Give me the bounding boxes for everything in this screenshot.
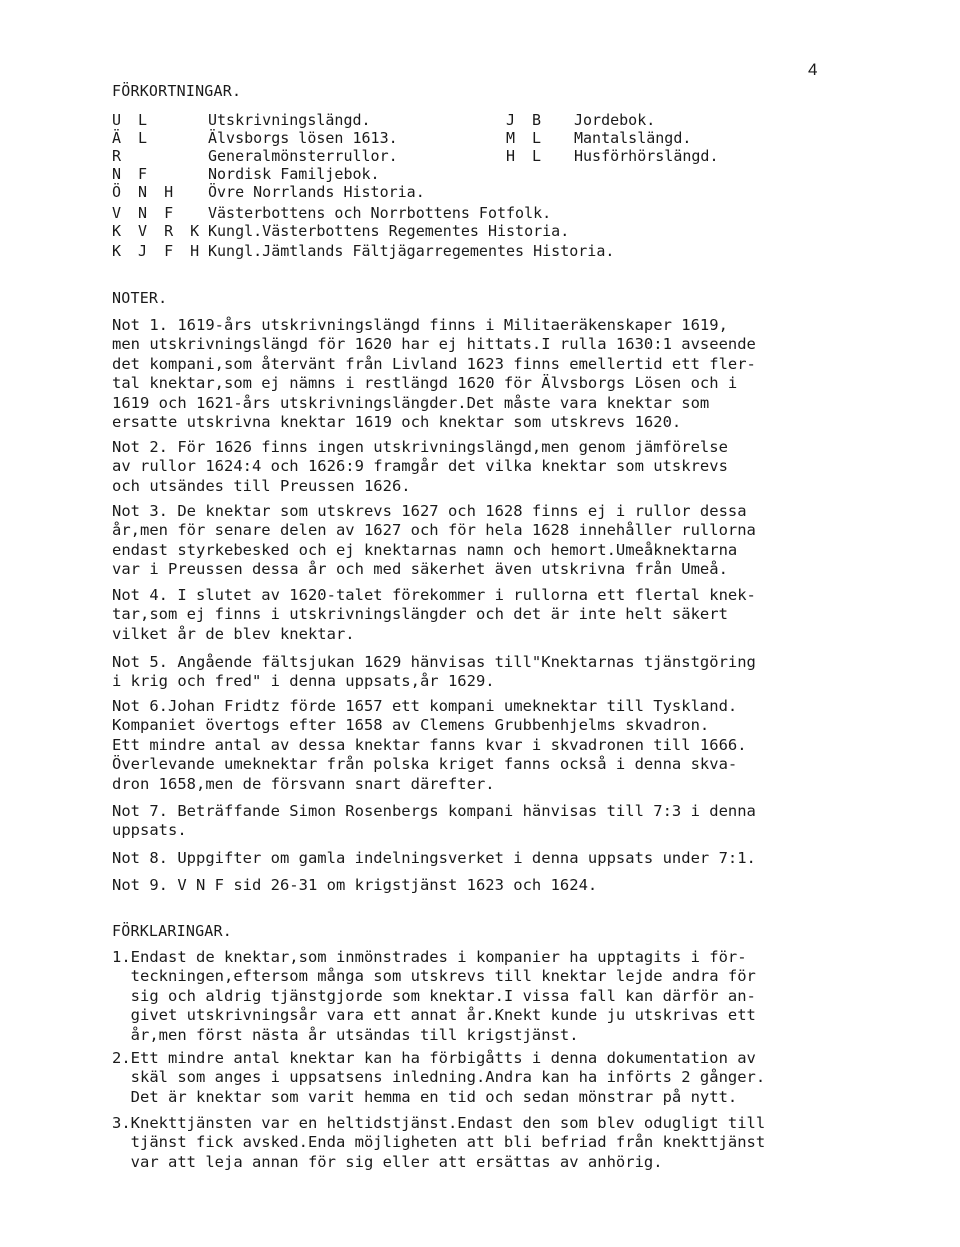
- note-4: Not 4. I slutet av 1620-talet förekommer i rullorna ett flertal knek- tar,som ej finns i utskrivningslängder och det är inte helt säkert vilket år de blev knektar.: [112, 586, 756, 643]
- abbreviation-description: Husförhörslängd.: [574, 147, 719, 165]
- note-2: Not 2. För 1626 finns ingen utskrivningslängd,men genom jämförelse av rullor 1624:4 och 1626:9 framgår det vilka knektar som utskrevs och utsändes till Preussen 1626.: [112, 438, 728, 495]
- abbreviation-code: M L: [506, 129, 546, 147]
- abbreviation-code: J B: [506, 111, 546, 129]
- abbreviation-description: Kungl.Västerbottens Regementes Historia.: [208, 222, 570, 240]
- abbreviation-code: N F: [112, 165, 152, 183]
- abbreviation-row: [112, 147, 872, 167]
- abbreviation-row: [112, 242, 872, 262]
- abbreviation-description: Jordebok.: [574, 111, 656, 129]
- note-6: Not 6.Johan Fridtz förde 1657 ett kompani umeknektar till Tyskland. Kompaniet övertogs efter 1658 av Clemens Grubbenhjelms skvadron. Ett mindre antal av dessa knektar fanns kvar i skvadronen till 1666. Överlevande umeknektar från polska kriget fanns också i denna skva- dron 1658,men de försvann snart därefter.: [112, 697, 747, 793]
- abbreviation-row: [112, 183, 872, 203]
- note-1: Not 1. 1619-års utskrivningslängd finns i Militaeräkenskaper 1619, men utskrivningslängd för 1620 har ej hittats.I rulla 1630:1 avseende det kompani,som återvänt från Livland 1623 finns emellertid ett fler- tal knektar,som ej nämns i restlängd 1620 för Älvsborgs Lösen och i 1619 och 1621-års utskrivningslängder.Det måste vara knektar som ersatte utskrivna knektar 1619 och knektar som utskrevs 1620.: [112, 316, 756, 432]
- abbreviation-row: [112, 222, 872, 242]
- abbreviation-row: [112, 129, 872, 149]
- abbreviation-code: Ä L: [112, 129, 152, 147]
- page-number: 4: [808, 60, 818, 79]
- abbreviation-description: Älvsborgs lösen 1613.: [208, 129, 398, 147]
- notes-heading: NOTER.: [112, 289, 168, 307]
- abbreviation-row: [112, 204, 872, 224]
- note-8: Not 8. Uppgifter om gamla indelningsverket i denna uppsats under 7:1.: [112, 849, 756, 867]
- explanation-3: 3.Knekttjänsten var en heltidstjänst.Endast den som blev odugligt till tjänst fick avsked.Enda möjligheten att bli befriad från knekttjänst var att leja annan för sig eller att ersättas av anhörig.: [112, 1114, 766, 1171]
- note-5: Not 5. Angående fältsjukan 1629 hänvisas till"Knektarnas tjänstgöring i krig och fred" i denna uppsats,år 1629.: [112, 653, 756, 691]
- abbreviation-code: K V R K: [112, 222, 204, 240]
- abbreviation-description: Utskrivningslängd.: [208, 111, 371, 129]
- explanation-1: 1.Endast de knektar,som inmönstrades i kompanier ha upptagits i för- teckningen,eftersom många som utskrevs till knektar lejde andra för sig och aldrig tjänstgjorde som knektar.I vissa fall kan därför an- givet utskrivningsår vara ett annat år.Knekt kunde ju utskrivas ett år,men först nästa år utsändas till krigstjänst.: [112, 948, 756, 1044]
- abbreviation-code: H L: [506, 147, 546, 165]
- note-3: Not 3. De knektar som utskrevs 1627 och 1628 finns ej i rullor dessa år,men för senare delen av 1627 och för hela 1628 innehåller rullorna endast styrkebesked och ej knektarnas namn och hemort.Umeåknektarna var i Preussen dessa år och med säkerhet även utskrivna från Umeå.: [112, 502, 756, 579]
- abbreviation-description: Nordisk Familjebok.: [208, 165, 380, 183]
- abbreviations-heading: FÖRKORTNINGAR.: [112, 82, 242, 100]
- abbreviation-code: U L: [112, 111, 152, 129]
- abbreviation-description: Västerbottens och Norrbottens Fotfolk.: [208, 204, 552, 222]
- abbreviation-row: [112, 165, 872, 185]
- abbreviation-row: [112, 111, 872, 131]
- explanation-2: 2.Ett mindre antal knektar kan ha förbigåtts i denna dokumentation av skäl som anges i uppsatsens inledning.Andra kan ha införts 2 gånger. Det är knektar som varit hemma en tid och sedan mönstrar på nytt.: [112, 1049, 766, 1106]
- abbreviation-code: R: [112, 147, 126, 165]
- abbreviation-code: K J F H: [112, 242, 204, 260]
- abbreviation-description: Mantalslängd.: [574, 129, 692, 147]
- explanations-heading: FÖRKLARINGAR.: [112, 922, 232, 940]
- abbreviation-code: V N F: [112, 204, 178, 222]
- note-9: Not 9. V N F sid 26-31 om krigstjänst 1623 och 1624.: [112, 876, 598, 894]
- abbreviation-code: Ö N H: [112, 183, 178, 201]
- abbreviation-description: Övre Norrlands Historia.: [208, 183, 425, 201]
- abbreviation-description: Generalmönsterrullor.: [208, 147, 398, 165]
- abbreviation-description: Kungl.Jämtlands Fältjägarregementes Historia.: [208, 242, 615, 260]
- note-7: Not 7. Beträffande Simon Rosenbergs kompani hänvisas till 7:3 i denna uppsats.: [112, 802, 756, 840]
